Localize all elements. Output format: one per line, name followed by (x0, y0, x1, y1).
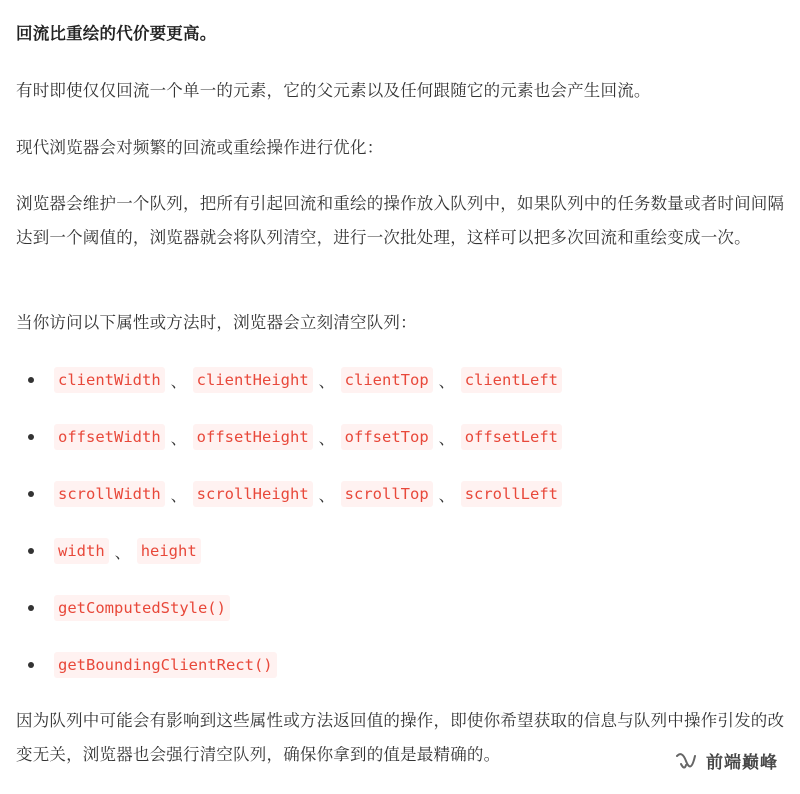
separator: 、 (170, 428, 187, 448)
code-property: getComputedStyle() (54, 595, 230, 621)
watermark-text: 前端巅峰 (706, 753, 778, 773)
list-item (16, 477, 562, 511)
list-item (16, 591, 230, 625)
paragraph-access-props: 当你访问以下属性或方法时，浏览器会立刻清空队列： (16, 313, 417, 332)
code-property: scrollWidth (54, 481, 165, 507)
list-item (16, 648, 277, 682)
separator: 、 (170, 371, 187, 391)
bullet-dot (28, 548, 34, 554)
code-property: offsetLeft (461, 424, 562, 450)
paragraph-reflow-parent: 有时即使仅仅回流一个单一的元素，它的父元素以及任何跟随它的元素也会产生回流。 (16, 81, 651, 100)
code-property: clientTop (341, 367, 433, 393)
heading-paragraph: 回流比重绘的代价要更高。 (16, 24, 217, 43)
bullet-dot (28, 662, 34, 668)
separator: 、 (318, 371, 335, 391)
paragraph-queue: 浏览器会维护一个队列，把所有引起回流和重绘的操作放入队列中，如果队列中的任务数量或者时间间隔达到一个阈值的，浏览器就会将队列清空，进行一次批处理，这样可以把多次回流和重绘变成一次。 (16, 194, 785, 247)
code-property: offsetWidth (54, 424, 165, 450)
code-property: scrollHeight (193, 481, 313, 507)
code-property: getBoundingClientRect() (54, 652, 277, 678)
list-item (16, 420, 562, 454)
paragraph-conclusion: 因为队列中可能会有影响到这些属性或方法返回值的操作，即使你希望获取的信息与队列中操作引发的改变无关，浏览器也会强行清空队列，确保你拿到的值是最精确的。 (16, 711, 785, 764)
bullet-dot (28, 491, 34, 497)
separator: 、 (114, 542, 131, 562)
separator: 、 (438, 485, 455, 505)
code-property: offsetHeight (193, 424, 313, 450)
separator: 、 (438, 371, 455, 391)
bullet-dot (28, 605, 34, 611)
separator: 、 (318, 485, 335, 505)
bullet-dot (28, 434, 34, 440)
watermark (674, 748, 778, 773)
code-property: scrollTop (341, 481, 433, 507)
code-property: clientWidth (54, 367, 165, 393)
list-item (16, 534, 201, 568)
separator: 、 (170, 485, 187, 505)
code-property: width (54, 538, 109, 564)
wechat-channel-icon (674, 750, 698, 772)
separator: 、 (438, 428, 455, 448)
code-property: scrollLeft (461, 481, 562, 507)
code-property: offsetTop (341, 424, 433, 450)
code-property: height (137, 538, 201, 564)
list-item (16, 363, 562, 397)
paragraph-browser-optimize: 现代浏览器会对频繁的回流或重绘操作进行优化： (16, 138, 384, 157)
code-property: clientHeight (193, 367, 313, 393)
bullet-dot (28, 377, 34, 383)
separator: 、 (318, 428, 335, 448)
code-property: clientLeft (461, 367, 562, 393)
